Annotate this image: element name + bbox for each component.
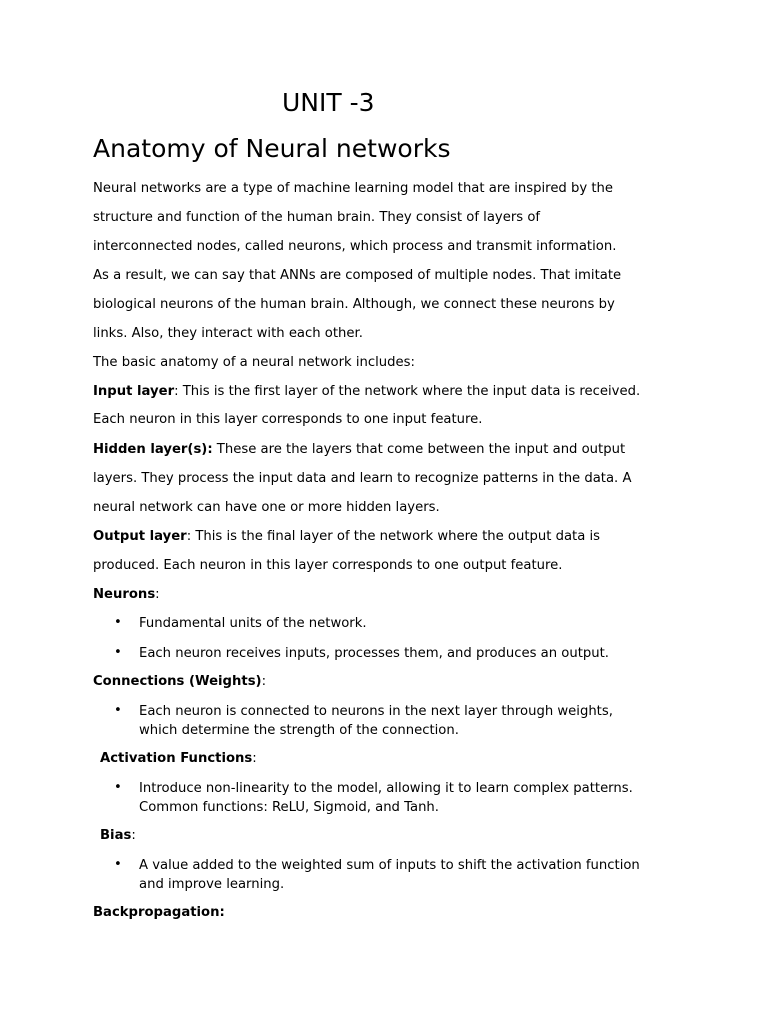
input-layer-paragraph [93,383,640,401]
hidden-layer-line: neural network can have one or more hidden layers. [93,500,440,515]
activation-colon: : [252,751,257,766]
list-item: Fundamental units of the network. [139,616,367,631]
list-item: Each neuron is connected to neurons in the next layer through weights, which determine the strength of the connection. [139,704,613,738]
intro-line: As a result, we can say that ANNs are composed of multiple nodes. That imitate [93,268,622,283]
unit-title: UNIT -3 [282,88,375,117]
bullet-icon: • [114,703,122,718]
connections-colon: : [261,674,267,689]
bullet-icon: • [114,645,122,660]
backprop-term: Backpropagation: [93,905,225,920]
list-item: A value added to the weighted sum of inputs to shift the activation function and improve learning. [139,858,640,892]
connections-heading [93,673,266,691]
intro-line: The basic anatomy of a neural network includes: [93,355,415,370]
bias-heading [100,827,136,845]
output-layer-term: Output layer [93,529,187,544]
connections-term: Connections (Weights) [93,674,262,689]
bias-colon: : [131,828,136,843]
list-item: Each neuron receives inputs, processes them, and produces an output. [139,646,609,661]
backprop-heading [93,904,225,922]
intro-line: Neural networks are a type of machine learning model that are inspired by the [93,181,614,196]
output-layer-text: : This is the final layer of the network where the output data is [186,529,601,544]
list-item: Introduce non-linearity to the model, allowing it to learn complex patterns. Common functions: ReLU, Sigmoid, and Tanh. [139,781,633,815]
page-title: Anatomy of Neural networks [93,134,451,163]
hidden-layer-text: These are the layers that come between the input and output [212,442,626,457]
activation-heading [100,750,257,768]
intro-line: biological neurons of the human brain. Although, we connect these neurons by [93,297,615,312]
intro-line: structure and function of the human brain. They consist of layers of [93,210,541,225]
bullet-icon: • [114,615,122,630]
neurons-colon: : [155,587,160,602]
bullet-icon: • [114,857,122,872]
output-layer-line: produced. Each neuron in this layer corresponds to one output feature. [93,558,563,573]
activation-term: Activation Functions [100,751,253,766]
input-layer-text: : This is the first layer of the network where the input data is received. [174,384,641,399]
input-layer-term: Input layer [93,384,175,399]
neurons-term: Neurons [93,587,156,602]
hidden-layer-term: Hidden layer(s): [93,442,213,457]
bullet-icon: • [114,780,122,795]
neurons-heading [93,586,160,604]
intro-line: interconnected nodes, called neurons, which process and transmit information. [93,239,617,254]
output-layer-paragraph [93,528,600,546]
hidden-layer-paragraph [93,441,625,459]
intro-line: links. Also, they interact with each other. [93,326,363,341]
input-layer-line: Each neuron in this layer corresponds to one input feature. [93,412,483,427]
bias-term: Bias [100,828,132,843]
hidden-layer-line: layers. They process the input data and learn to recognize patterns in the data. A [93,471,632,486]
